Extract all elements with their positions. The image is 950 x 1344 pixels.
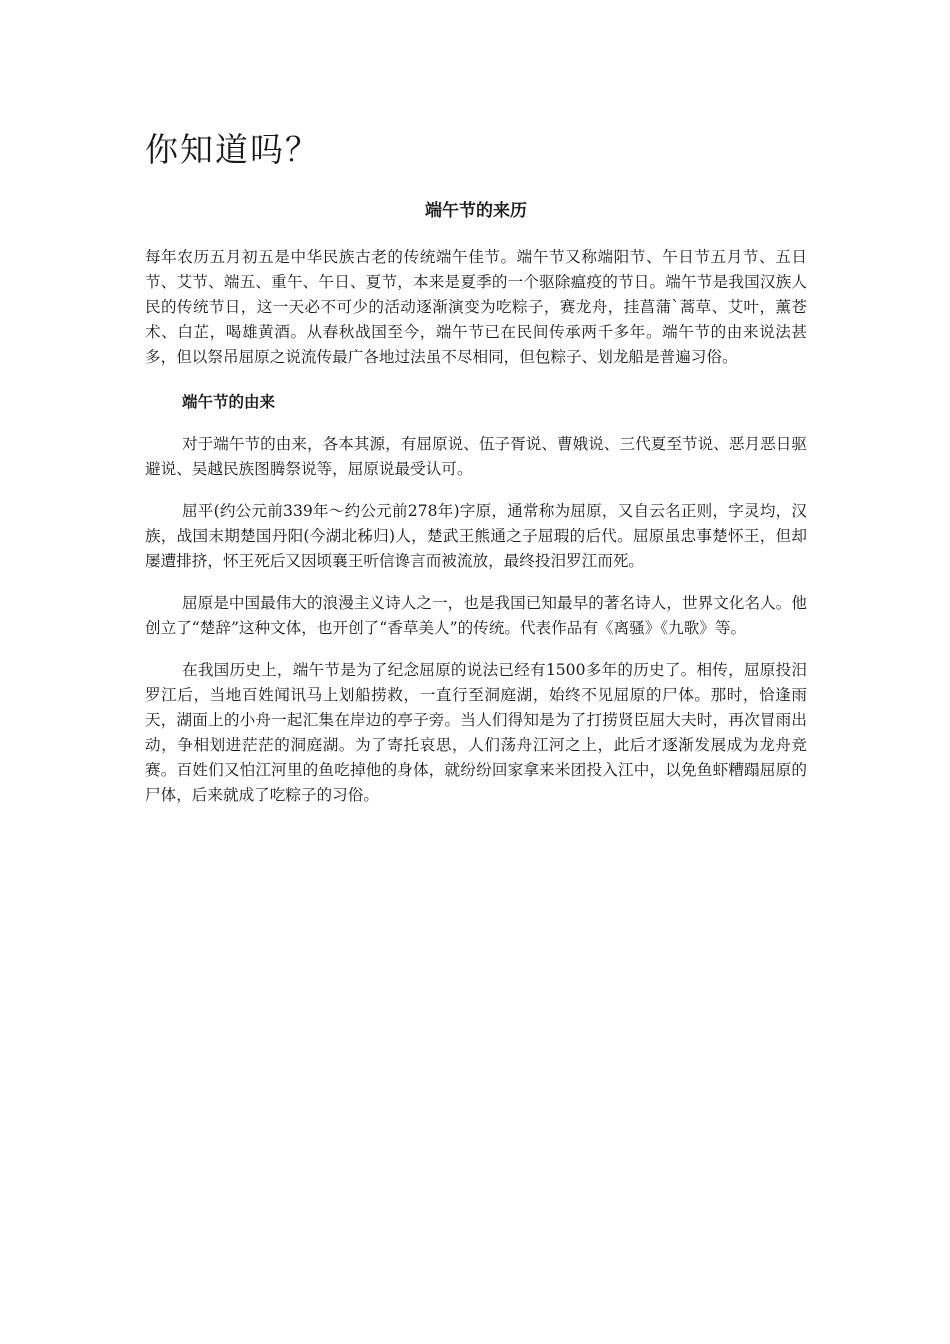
intro-paragraph: 每年农历五月初五是中华民族古老的传统端午佳节。端午节又称端阳节、午日节五月节、五日节、艾节、端五、重午、午日、夏节，本来是夏季的一个驱除瘟疫的节日。端午节是我国汉族人民的传统节日，这一天必不可少的活动逐渐演变为吃粽子，赛龙舟，挂菖蒲`蒿草、艾叶，薰苍术、白芷，喝雄黄酒。从春秋战国至今，端午节已在民间传承两千多年。端午节的由来说法甚多，但以祭吊屈原之说流传最广各地过法虽不尽相同，但包粽子、划龙船是普遍习俗。 [145,248,807,366]
body-paragraph-origins: 对于端午节的由来，各本其源，有屈原说、伍子胥说、曹娥说、三代夏至节说、恶月恶日驱避说、吴越民族图腾祭说等，屈原说最受认可。 [145,435,807,478]
section-heading: 端午节的由来 [182,393,276,411]
document-page [145,125,807,825]
page-title: 你知道吗？ [145,130,320,169]
body-paragraph-history: 在我国历史上，端午节是为了纪念屈原的说法已经有1500多年的历史了。相传，屈原投汨罗江后，当地百姓闻讯马上划船捞救，一直行至洞庭湖，始终不见屈原的尸体。那时，恰逢雨天，湖面上的小舟一起汇集在岸边的亭子旁。当人们得知是为了打捞贤臣屈大夫时，再次冒雨出动，争相划进茫茫的洞庭湖。为了寄托哀思，人们荡舟江河之上，此后才逐渐发展成为龙舟竞赛。百姓们又怕江河里的鱼吃掉他的身体，就纷纷回家拿来米团投入江中，以免鱼虾糟蹋屈原的尸体，后来就成了吃粽子的习俗。 [145,661,807,804]
body-paragraph-biography: 屈平(约公元前339年～约公元前278年)字原，通常称为屈原，又自云名正则，字灵均，汉族，战国末期楚国丹阳(今湖北秭归)人，楚武王熊通之子屈瑕的后代。屈原虽忠事楚怀王，但却屡遭排挤，怀王死后又因顷襄王听信谗言而被流放，最终投汨罗江而死。 [145,502,807,570]
body-paragraph-poet: 屈原是中国最伟大的浪漫主义诗人之一，也是我国已知最早的著名诗人，世界文化名人。他创立了“楚辞”这种文体，也开创了“香草美人”的传统。代表作品有《离骚》《九歌》等。 [145,594,807,637]
article-subtitle: 端午节的来历 [425,201,527,221]
